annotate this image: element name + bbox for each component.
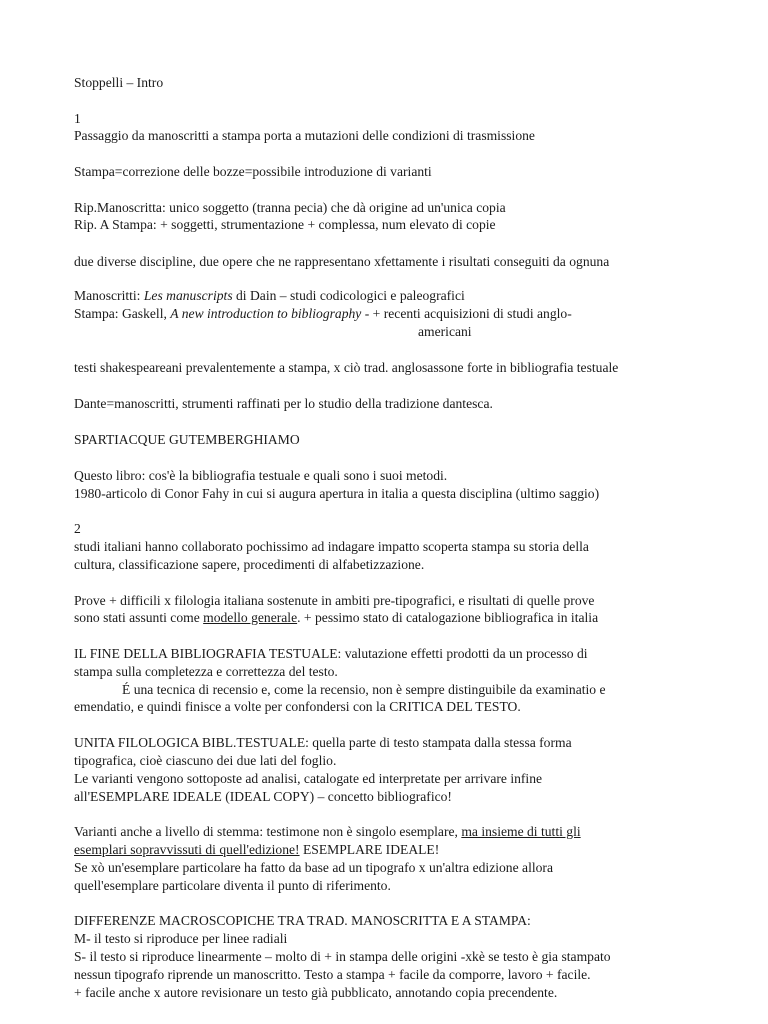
text-line: S- il testo si riproduce linearmente – molto di + in stampa delle origini -xkè se testo è gia stampato [74,949,611,964]
text-line: Questo libro: cos'è la bibliografia testuale e quali sono i suoi metodi. [74,468,448,483]
text-line-continuation: americani [418,324,472,339]
book-title: A new introduction to bibliography [170,306,362,321]
text-line: Dante=manoscritti, strumenti raffinati per lo studio della tradizione dantesca. [74,396,493,411]
text-line-indented: É una tecnica di recensio e, come la recensio, non è sempre distinguibile da examinatio e [122,682,606,697]
text-line: nessun tipografo riprende un manoscritto. Testo a stampa + facile da comporre, lavoro + facile. [74,967,591,982]
section-number-2: 2 [74,521,81,536]
text-line-manoscritti [74,287,465,304]
text-line: studi italiani hanno collaborato pochissimo ad indagare impatto scoperta stampa su storia della [74,539,589,554]
text-line: testi shakespeareani prevalentemente a stampa, x ciò trad. anglosassone forte in bibliografia testuale [74,360,619,375]
text-line: Rip. A Stampa: + soggetti, strumentazione + complessa, num elevato di copie [74,217,496,232]
label: Stampa: Gaskell, [74,306,171,321]
text: . + pessimo stato di catalogazione bibliografica in italia [297,610,599,625]
text-line: Passaggio da manoscritti a stampa porta a mutazioni delle condizioni di trasmissione [74,128,535,143]
underlined-text: ma insieme di tutti gli [461,824,581,839]
text-line [74,823,581,840]
text-line: tipografica, cioè ciascuno dei due lati del foglio. [74,753,337,768]
text-line: all'ESEMPLARE IDEALE (IDEAL COPY) – concetto bibliografico! [74,789,452,804]
text-line [74,609,598,626]
document-title: Stoppelli – Intro [74,75,164,90]
text-line: cultura, classificazione sapere, procedimenti di alfabetizzazione. [74,557,425,572]
text-line: 1980-articolo di Conor Fahy in cui si augura apertura in italia a questa disciplina (ultimo saggio) [74,486,600,501]
text-line: stampa sulla completezza e correttezza del testo. [74,664,338,679]
label: Manoscritti: [74,288,144,303]
text: - + recenti acquisizioni di studi anglo- [361,306,572,321]
text-line: emendatio, e quindi finisce a volte per confondersi con la CRITICA DEL TESTO. [74,699,521,714]
text-line: UNITA FILOLOGICA BIBL.TESTUALE: quella parte di testo stampata dalla stessa forma [74,735,572,750]
text-line-stampa [74,305,572,322]
text-line: + facile anche x autore revisionare un testo già pubblicato, annotando copia precendente. [74,985,558,1000]
underlined-text: esemplari sopravvissuti di quell'edizione! [74,842,300,857]
text: di Dain – studi codicologici e paleografici [232,288,465,303]
text-line: Rip.Manoscritta: unico soggetto (tranna pecia) che dà origine ad un'unica copia [74,200,506,215]
text: sono stati assunti come [74,610,204,625]
text-line: M- il testo si riproduce per linee radiali [74,931,288,946]
text-line: Se xò un'esemplare particolare ha fatto da base ad un tipografo x un'altra edizione allora [74,860,553,875]
heading-spartiacque: SPARTIACQUE GUTEMBERGHIAMO [74,432,300,447]
underlined-text: modello generale [203,610,298,625]
text-line: Le varianti vengono sottoposte ad analisi, catalogate ed interpretate per arrivare infine [74,771,543,786]
text: Varianti anche a livello di stemma: testimone non è singolo esemplare, [74,824,462,839]
text-line: Stampa=correzione delle bozze=possibile introduzione di varianti [74,164,432,179]
text-line: Prove + difficili x filologia italiana sostenute in ambiti pre-tipografici, e risultati di quelle prove [74,593,595,608]
text: ESEMPLARE IDEALE! [299,842,440,857]
text-line: IL FINE DELLA BIBLIOGRAFIA TESTUALE: valutazione effetti prodotti da un processo di [74,646,588,661]
section-number-1: 1 [74,111,81,126]
text-line: quell'esemplare particolare diventa il punto di riferimento. [74,878,391,893]
text-line: due diverse discipline, due opere che ne rappresentano xfettamente i risultati conseguiti da ognuna [74,254,610,269]
heading-differenze: DIFFERENZE MACROSCOPICHE TRA TRAD. MANOSCRITTA E A STAMPA: [74,913,531,928]
book-title: Les manuscripts [143,288,233,303]
text-line [74,841,439,858]
